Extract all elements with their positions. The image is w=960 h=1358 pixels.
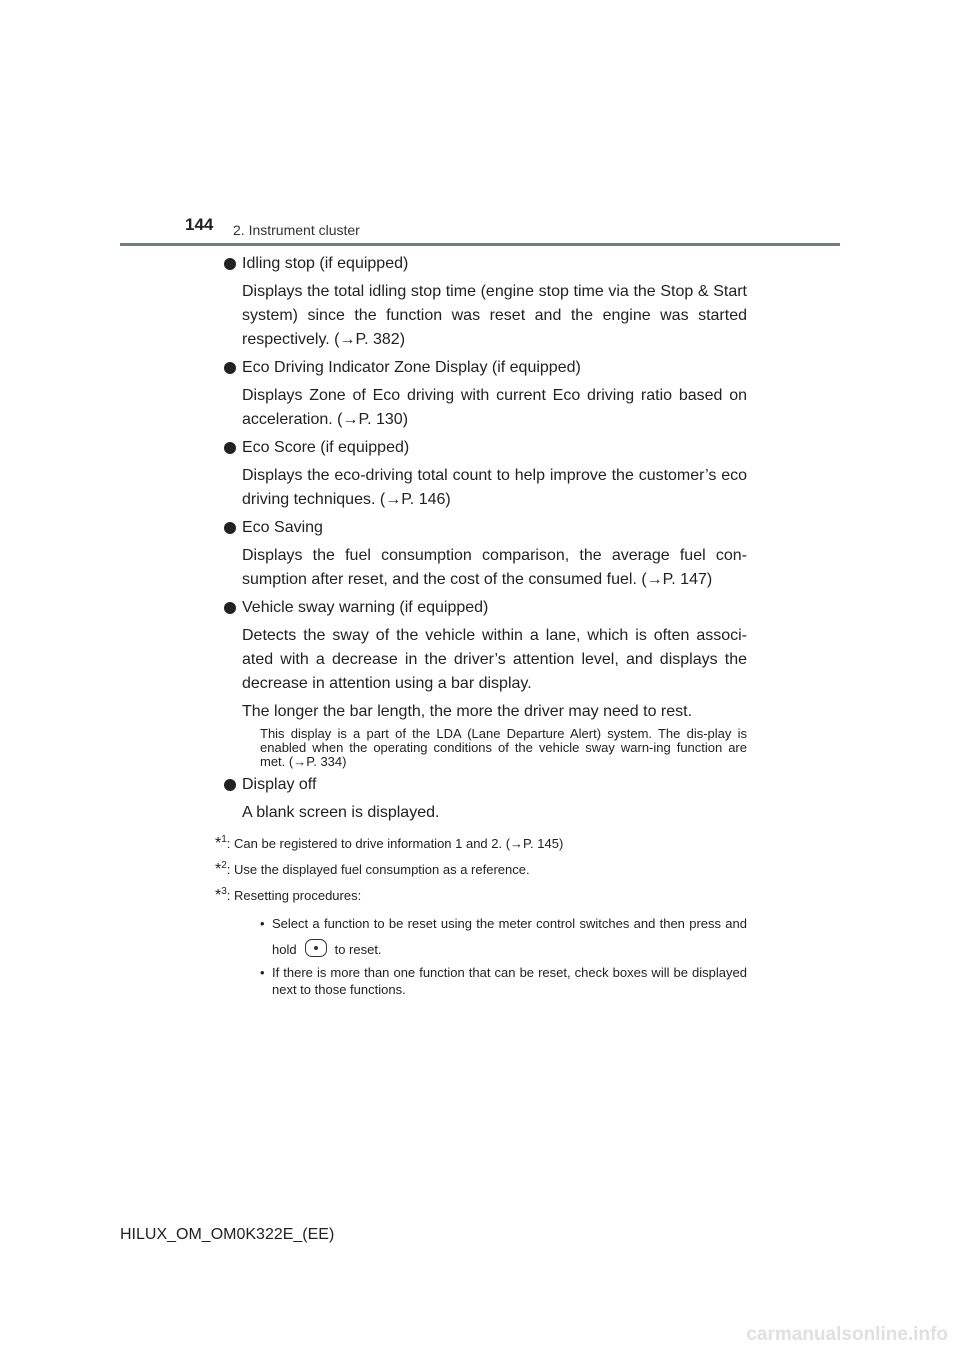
document-code: HILUX_OM_OM0K322E_(EE) <box>120 1226 335 1243</box>
footnote-asterisk: * <box>215 861 222 878</box>
item-desc: Displays the eco-driving total count to help improve the customer’s eco driving techniques. (→P. 146) <box>242 467 747 508</box>
item-title: Eco Score (if equipped) <box>242 439 410 456</box>
footnote-text: : Can be registered to drive information 1 and 2. (→P. 145) <box>226 836 564 851</box>
reset-step-text-end: to reset. <box>334 942 382 957</box>
item-title: Idling stop (if equipped) <box>242 255 409 272</box>
watermark: carmanualsonline.info <box>746 1324 948 1345</box>
list-item <box>212 356 747 432</box>
bullet-icon <box>224 362 236 374</box>
footnote-asterisk: * <box>215 835 222 852</box>
footnote-text: : Use the displayed fuel consumption as a reference. <box>226 862 530 877</box>
footnote-text: : Resetting procedures: <box>226 888 362 903</box>
reset-steps <box>212 911 747 998</box>
item-title: Display off <box>242 776 317 793</box>
bullet-icon <box>224 602 236 614</box>
header-rule <box>120 243 840 246</box>
footnote-number: 3 <box>221 886 227 897</box>
list-item <box>212 773 747 825</box>
list-item <box>212 252 747 352</box>
footnote <box>212 857 747 879</box>
footnote-asterisk: * <box>215 887 222 904</box>
bullet-dot: • <box>260 965 265 980</box>
item-desc: Displays the total idling stop time (engine stop time via the Stop & Start system) since the function was reset and the engine was started respectively. (→P. 382) <box>242 283 747 348</box>
bullet-dot: • <box>260 916 265 931</box>
content <box>212 252 747 998</box>
item-desc-2: The longer the bar length, the more the driver may need to rest. <box>242 703 693 720</box>
footnote-number: 1 <box>221 834 227 845</box>
item-desc: Detects the sway of the vehicle within a lane, which is often associ-ated with a decrease in the driver’s attention level, and displays the decrease in attention using a bar display. <box>242 627 747 692</box>
ok-switch-icon <box>305 939 327 957</box>
item-desc: A blank screen is displayed. <box>242 804 440 821</box>
item-desc: Displays the fuel consumption comparison, the average fuel con-sumption after reset, and the cost of the consumed fuel. (→P. 147) <box>242 547 747 588</box>
item-title: Eco Driving Indicator Zone Display (if equipped) <box>242 359 581 376</box>
footnote <box>212 831 747 853</box>
reset-step-text: Select a function to be reset using the meter control switches and then press and hold <box>272 916 747 957</box>
item-note: This display is a part of the LDA (Lane Departure Alert) system. The dis-play is enabled when the operating conditions of the vehicle sway warn-ing function are met. (→P. 334) <box>260 726 747 769</box>
item-desc: Displays Zone of Eco driving with current Eco driving ratio based on acceleration. (→P. 130) <box>242 387 747 428</box>
item-title: Eco Saving <box>242 519 323 536</box>
list-item <box>212 596 747 769</box>
reset-step <box>260 911 747 963</box>
reset-step-text: If there is more than one function that can be reset, check boxes will be displayed next to those functions. <box>272 965 747 997</box>
list-item <box>212 516 747 592</box>
bullet-icon <box>224 779 236 791</box>
footnotes <box>212 831 747 998</box>
footnote-number: 2 <box>221 860 227 871</box>
bullet-icon <box>224 442 236 454</box>
section-title: 2. Instrument cluster <box>233 222 360 238</box>
footnote <box>212 883 747 905</box>
list-item <box>212 436 747 512</box>
reset-step <box>260 964 747 998</box>
item-title: Vehicle sway warning (if equipped) <box>242 599 489 616</box>
page-number: 144 <box>185 215 214 234</box>
bullet-icon <box>224 522 236 534</box>
bullet-icon <box>224 258 236 270</box>
